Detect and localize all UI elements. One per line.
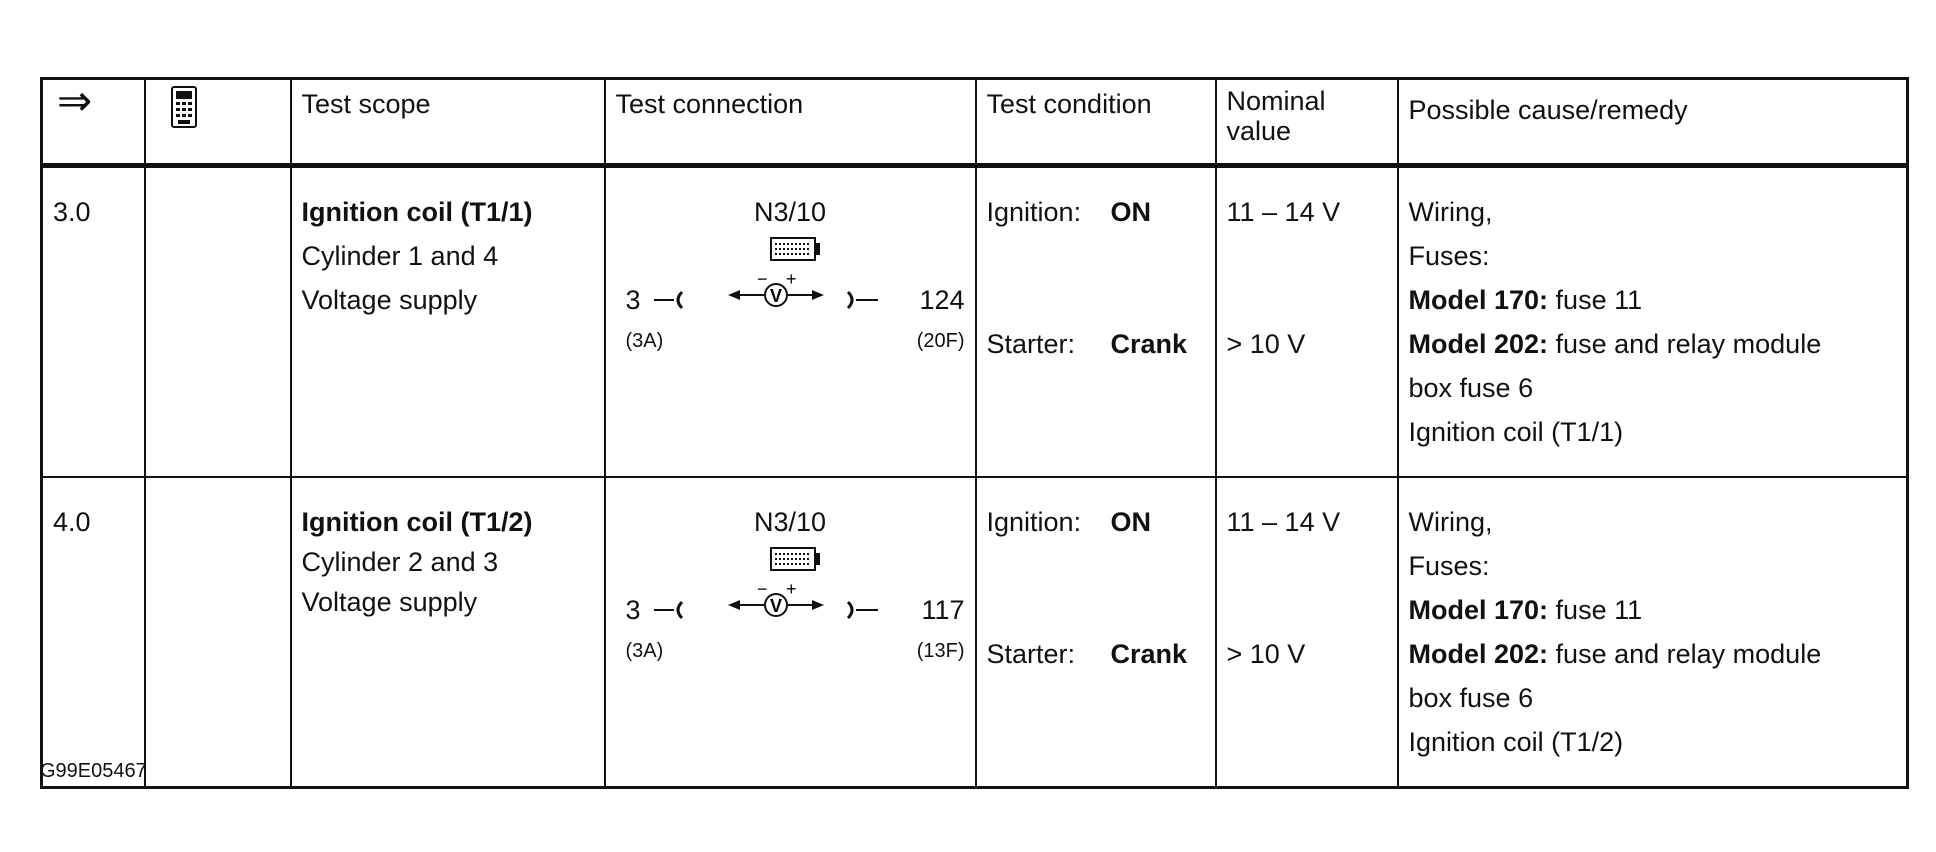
test-scope-cell: [291, 166, 605, 478]
pin-right-plug-icon: [848, 292, 878, 308]
connector-label: N3/10: [753, 197, 827, 227]
svg-text:−: −: [756, 579, 768, 599]
test-condition-cell: [976, 477, 1216, 788]
nominal-value-line2: value: [1226, 116, 1292, 146]
scope-cylinder: Cylinder 2 and 3: [301, 547, 499, 577]
nominal-ignition-value: 11 – 14 V: [1226, 197, 1341, 227]
pin-right-number: 117: [921, 595, 965, 625]
table-row: [42, 166, 1908, 478]
connection-diagram: [616, 500, 965, 740]
svg-text:−: −: [756, 269, 768, 289]
test-connection-cell: [605, 166, 976, 478]
voltmeter-icon: [728, 269, 824, 306]
possible-cause-cell: Wiring, Fuses: Model 170: fuse 11 Model 202: fuse and relay module box fuse 6 Ignition coil (T1/2): [1398, 477, 1908, 788]
nominal-starter-value: > 10 V: [1226, 639, 1306, 669]
pin-left-plug-icon: [654, 602, 682, 618]
pin-left-socket: (3A): [625, 640, 664, 662]
pin-right-socket: (13F): [916, 640, 965, 662]
svg-text:V: V: [769, 596, 782, 616]
connector-label: N3/10: [753, 507, 827, 537]
tester-cell: [145, 166, 291, 478]
header-arrow-cell: [42, 79, 145, 166]
header-tester-cell: [145, 79, 291, 166]
voltmeter-icon: [728, 579, 824, 616]
connection-diagram: [616, 190, 965, 430]
test-connection-cell: [605, 477, 976, 788]
scope-title: Ignition coil (T1/1): [301, 197, 533, 227]
pin-left-plug-icon: [654, 292, 682, 308]
table-row: [42, 477, 1908, 788]
connection-diagram-graphic: [616, 190, 967, 430]
test-condition-cell: [976, 166, 1216, 478]
condition-ignition: Ignition: ON: [986, 197, 1151, 227]
nominal-value-line1: Nominal: [1226, 86, 1326, 116]
header-nominal-value: [1216, 79, 1398, 166]
possible-cause-cell: Wiring, Fuses: Model 170: fuse 11 Model 202: fuse and relay module box fuse 6 Ignition coil (T1/1): [1398, 166, 1908, 478]
pin-right-socket: (20F): [916, 330, 965, 352]
header-test-connection: Test connection: [605, 79, 976, 166]
condition-ignition: Ignition: ON: [986, 507, 1151, 537]
pin-right-number: 124: [919, 285, 965, 315]
connector-block-icon: [771, 238, 820, 260]
condition-starter: Starter: Crank: [986, 639, 1188, 669]
step-number: 4.0: [42, 477, 145, 788]
header-test-condition: Test condition: [976, 79, 1216, 166]
test-table: [40, 77, 1909, 789]
nominal-starter-value: > 10 V: [1226, 329, 1306, 359]
scope-description: Voltage supply: [301, 285, 478, 315]
scope-cylinder: Cylinder 1 and 4: [301, 241, 499, 271]
step-number: 3.0: [42, 166, 145, 478]
svg-text:+: +: [785, 579, 797, 599]
connection-diagram-graphic: [616, 500, 967, 740]
condition-starter: Starter: Crank: [986, 329, 1188, 359]
scope-title: Ignition coil (T1/2): [301, 507, 533, 537]
svg-text:V: V: [769, 286, 782, 306]
scope-description: Voltage supply: [301, 587, 478, 617]
svg-text:+: +: [785, 269, 797, 289]
nominal-ignition-value: 11 – 14 V: [1226, 507, 1341, 537]
tester-device-icon: [170, 86, 200, 130]
pin-right-plug-icon: [848, 602, 878, 618]
nominal-value-cell: [1216, 477, 1398, 788]
nominal-value-cell: [1216, 166, 1398, 478]
test-scope-cell: [291, 477, 605, 788]
tester-cell: [145, 477, 291, 788]
header-row: [42, 79, 1908, 166]
connector-block-icon: [771, 548, 820, 570]
figure-code: G99E05467: [40, 760, 147, 782]
pin-left-socket: (3A): [625, 330, 664, 352]
header-possible-cause: Possible cause/remedy: [1398, 79, 1908, 166]
header-test-scope: Test scope: [291, 79, 605, 166]
pin-left-number: 3: [625, 285, 641, 315]
pin-left-number: 3: [625, 595, 641, 625]
double-arrow-icon: ⇒: [57, 77, 93, 124]
